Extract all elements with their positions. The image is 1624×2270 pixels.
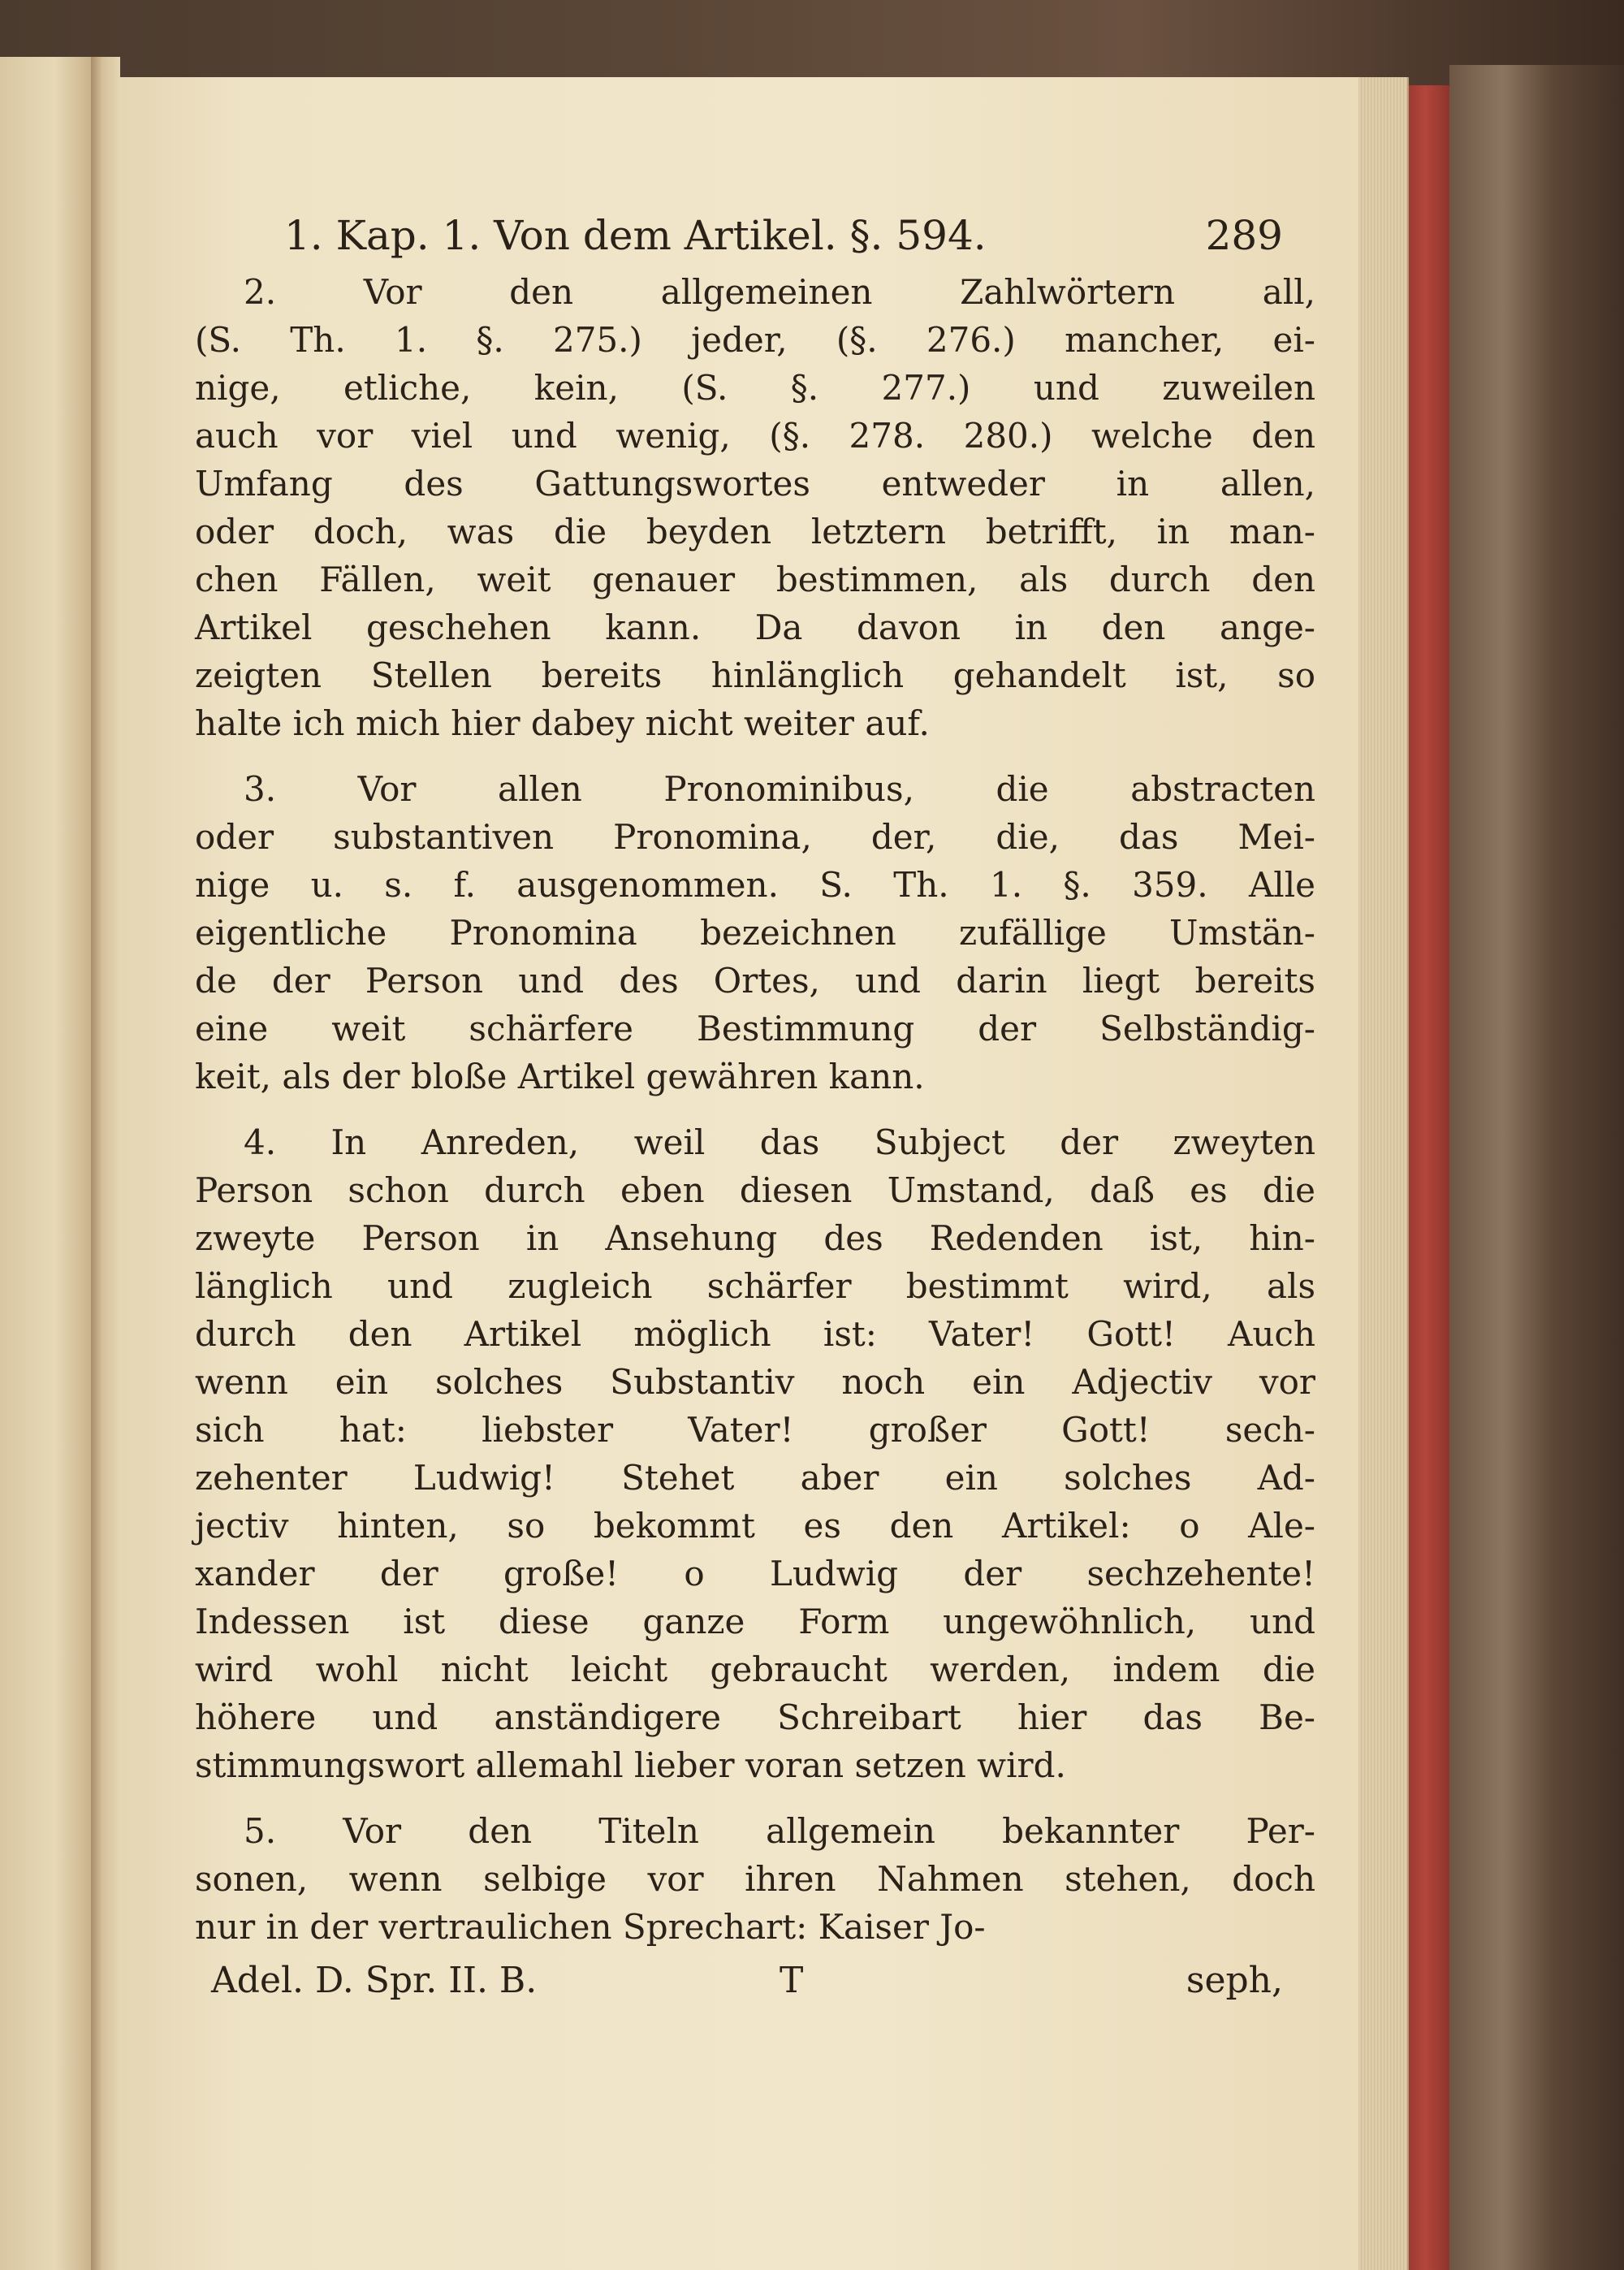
text-line: zweyte Person in Ansehung des Redenden ist, hin- bbox=[195, 1218, 1315, 1258]
text-line: Umfang des Gattungswortes entweder in allen, bbox=[195, 464, 1315, 504]
page-footer bbox=[195, 1952, 1315, 2009]
paragraph-gap bbox=[195, 1789, 1315, 1807]
text-line: zehenter Ludwig! Stehet aber ein solches Ad- bbox=[195, 1458, 1315, 1498]
text-line: sich hat: liebster Vater! großer Gott! sech- bbox=[195, 1410, 1315, 1450]
text-line: eine weit schärfere Bestimmung der Selbständig- bbox=[195, 1009, 1315, 1049]
red-fore-edge bbox=[1409, 85, 1449, 2270]
text-line: wird wohl nicht leicht gebraucht werden, indem die bbox=[195, 1650, 1315, 1689]
paragraph bbox=[195, 1807, 1315, 1951]
page-stack-edge bbox=[1358, 77, 1409, 2270]
text-line: Artikel geschehen kann. Da davon in den ange- bbox=[195, 607, 1315, 647]
text-line: nige u. s. f. ausgenommen. S. Th. 1. §. 359. Alle bbox=[195, 865, 1315, 905]
left-page-edge bbox=[0, 57, 93, 2270]
text-line: Indessen ist diese ganze Form ungewöhnlich, und bbox=[195, 1602, 1315, 1641]
paragraph-gap bbox=[195, 747, 1315, 765]
text-line: chen Fällen, weit genauer bestimmen, als durch den bbox=[195, 560, 1315, 599]
body-text bbox=[195, 268, 1315, 1951]
text-line: 3. Vor allen Pronominibus, die abstracten bbox=[244, 769, 1315, 809]
book-gutter bbox=[91, 57, 120, 2270]
text-line: länglich und zugleich schärfer bestimmt wird, als bbox=[195, 1266, 1315, 1306]
text-line: 5. Vor den Titeln allgemein bekannter Per- bbox=[244, 1811, 1315, 1851]
running-head-title: 1. Kap. 1. Von dem Artikel. §. 594. bbox=[284, 212, 987, 259]
text-line: eigentliche Pronomina bezeichnen zufällige Umstän- bbox=[195, 913, 1315, 953]
text-line: halte ich mich hier dabey nicht weiter auf. bbox=[195, 703, 930, 743]
catchword: seph, bbox=[1186, 1960, 1283, 2001]
text-line: nur in der vertraulichen Sprechart: Kaiser Jo- bbox=[195, 1907, 986, 1947]
text-block bbox=[195, 203, 1315, 2009]
text-line: sonen, wenn selbige vor ihren Nahmen stehen, doch bbox=[195, 1859, 1315, 1899]
paragraph bbox=[195, 1118, 1315, 1789]
paragraph bbox=[195, 765, 1315, 1100]
text-line: xander der große! o Ludwig der sechzehente! bbox=[195, 1554, 1315, 1593]
text-line: oder doch, was die beyden letztern betrifft, in man- bbox=[195, 512, 1315, 551]
text-line: 4. In Anreden, weil das Subject der zweyten bbox=[244, 1122, 1315, 1162]
text-line: auch vor viel und wenig, (§. 278. 280.) welche den bbox=[195, 416, 1315, 456]
text-line: wenn ein solches Substantiv noch ein Adjectiv vor bbox=[195, 1362, 1315, 1402]
signature-line: Adel. D. Spr. II. B. bbox=[211, 1960, 538, 2001]
text-line: (S. Th. 1. §. 275.) jeder, (§. 276.) mancher, ei- bbox=[195, 320, 1315, 360]
text-line: nige, etliche, kein, (S. §. 277.) und zuweilen bbox=[195, 368, 1315, 408]
text-line: Person schon durch eben diesen Umstand, daß es die bbox=[195, 1170, 1315, 1210]
text-line: oder substantiven Pronomina, der, die, das Mei- bbox=[195, 817, 1315, 857]
running-head bbox=[195, 203, 1315, 268]
text-line: durch den Artikel möglich ist: Vater! Gott! Auch bbox=[195, 1314, 1315, 1354]
paragraph bbox=[195, 268, 1315, 747]
text-line: zeigten Stellen bereits hinlänglich gehandelt ist, so bbox=[195, 655, 1315, 695]
book-cover bbox=[1449, 65, 1624, 2270]
text-line: de der Person und des Ortes, und darin liegt bereits bbox=[195, 961, 1315, 1001]
paragraph-gap bbox=[195, 1100, 1315, 1118]
text-line: keit, als der bloße Artikel gewähren kann. bbox=[195, 1057, 925, 1096]
text-line: höhere und anständigere Schreibart hier das Be- bbox=[195, 1697, 1315, 1737]
text-line: stimmungswort allemahl lieber voran setzen wird. bbox=[195, 1745, 1066, 1785]
page-number: 289 bbox=[1205, 212, 1283, 259]
text-line: jectiv hinten, so bekommt es den Artikel: o Ale- bbox=[195, 1506, 1315, 1546]
text-line: 2. Vor den allgemeinen Zahlwörtern all, bbox=[244, 272, 1315, 312]
sheet-mark: T bbox=[780, 1960, 804, 2001]
